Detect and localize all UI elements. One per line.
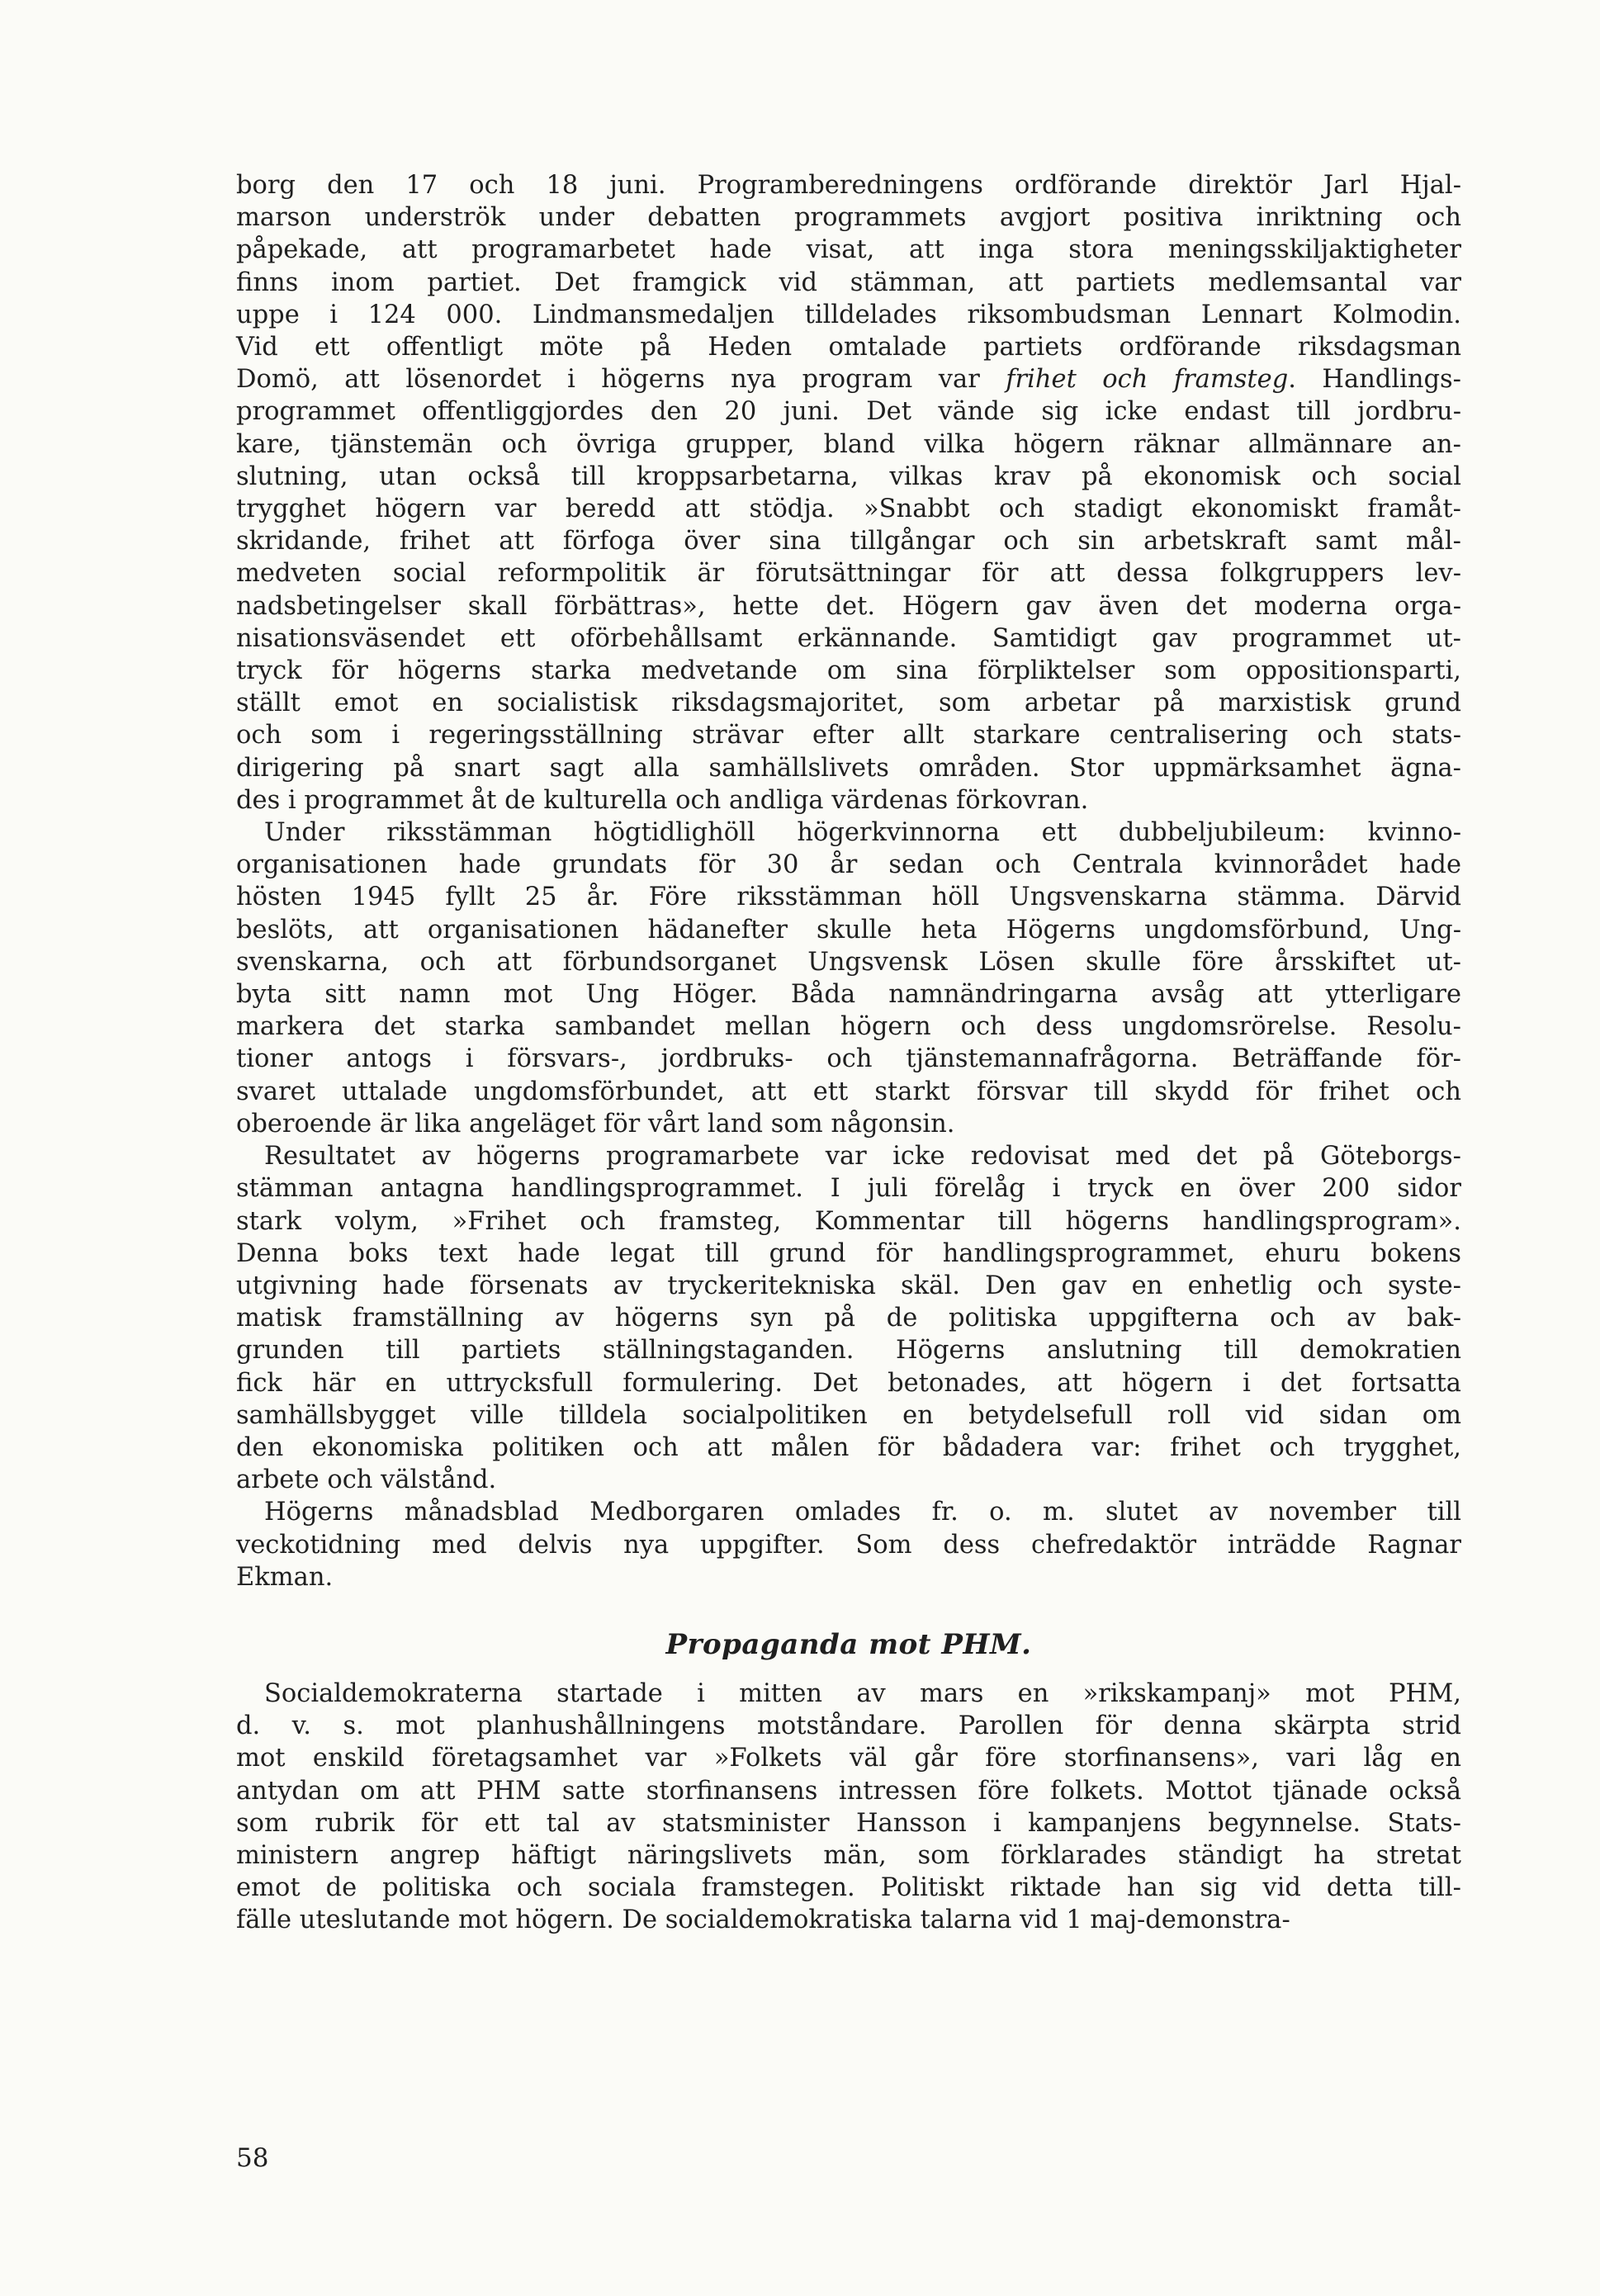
text-line: Domö, att lösenordet i högerns nya program var frihet och framsteg. Handlings- [236,365,1461,395]
text-line: emot de politiska och sociala framstegen. Politiskt riktade han sig vid detta till- [236,1873,1461,1903]
text-line: och som i regeringsställning strävar efter allt starkare centralisering och stats- [236,721,1461,750]
text-line: svaret uttalade ungdomsförbundet, att ett starkt försvar till skydd för frihet och [236,1077,1461,1106]
text-line: Vid ett offentligt möte på Heden omtalade partiets ordförande riksdagsman [236,333,1461,362]
text-line: uppe i 124 000. Lindmansmedaljen tilldelades riksombudsman Lennart Kolmodin. [236,300,1461,329]
italic-phrase: frihet och framsteg [1006,365,1289,395]
text-line: finns inom partiet. Det framgick vid stämman, att partiets medlemsantal var [236,267,1461,297]
text-line: nisationsväsendet ett oförbehållsamt erkännande. Samtidigt gav programmet ut- [236,623,1461,653]
paragraph [236,817,1461,1140]
text-line: som rubrik för ett tal av statsminister Hansson i kampanjens begynnelse. Stats- [236,1808,1461,1838]
text-line: Socialdemokraterna startade i mitten av mars en »rikskampanj» mot PHM, [264,1679,1461,1708]
text-line: dirigering på snart sagt alla samhällslivets områden. Stor uppmärksamhet ägna- [236,753,1461,783]
text-line: arbete och välstånd. [236,1465,497,1495]
body-text-section-1 [236,169,1461,1593]
paragraph [236,1140,1461,1496]
text-line: kare, tjänstemän och övriga grupper, bland vilka högern räknar allmännare an- [236,429,1461,459]
body-text-section-2 [236,1678,1461,1937]
text-line: Ekman. [236,1562,334,1592]
text-line: slutning, utan också till kroppsarbetarna, vilkas krav på ekonomisk och social [236,462,1461,491]
paragraph [236,1678,1461,1937]
text-line: Denna boks text hade legat till grund för handlingsprogrammet, ehuru bokens [236,1238,1461,1268]
text-line: skridande, frihet att förfoga över sina tillgångar och sin arbetskraft samt mål- [236,527,1461,556]
text-line: grunden till partiets ställningstaganden. Högerns anslutning till demokratien [236,1336,1461,1366]
text-line: oberoende är lika angeläget för vårt land som någonsin. [236,1109,955,1139]
paragraph [236,1496,1461,1593]
text-line: Resultatet av högerns programarbete var icke redovisat med det på Göteborgs- [264,1142,1461,1172]
text-line: borg den 17 och 18 juni. Programberedningens ordförande direktör Jarl Hjal- [236,171,1461,200]
text-line: ministern angrep häftigt näringslivets män, som förklarades ständigt ha stretat [236,1841,1461,1871]
text-line: nadsbetingelser skall förbättras», hette det. Högern gav även det moderna orga- [236,591,1461,621]
text-line: Under riksstämman högtidlighöll högerkvinnorna ett dubbeljubileum: kvinno- [264,818,1461,848]
text-line: marson underströk under debatten programmets avgjort positiva inriktning och [236,203,1461,233]
text-line: mot enskild företagsamhet var »Folkets väl går före storfinansens», vari låg en [236,1744,1461,1773]
text-line: ställt emot en socialistisk riksdagsmajoritet, som arbetar på marxistisk grund [236,689,1461,718]
text-line: byta sitt namn mot Ung Höger. Båda namnändringarna avsåg att ytterligare [236,980,1461,1010]
text-line: organisationen hade grundats för 30 år sedan och Centrala kvinnorådet hade [236,850,1461,880]
text-line: des i programmet åt de kulturella och andliga värdenas förkovran. [236,785,1089,815]
text-line: tioner antogs i försvars-, jordbruks- och tjänstemannafrågorna. Beträffande för- [236,1044,1461,1074]
text-line: tryck för högerns starka medvetande om sina förpliktelser som oppositionsparti, [236,656,1461,686]
text-line: fick här en uttrycksfull formulering. Det betonades, att högern i det fortsatta [236,1368,1461,1398]
text-line: beslöts, att organisationen hädanefter skulle heta Högerns ungdomsförbund, Ung- [236,915,1461,944]
text-line: veckotidning med delvis nya uppgifter. Som dess chefredaktör inträdde Ragnar [236,1530,1461,1560]
text-line: trygghet högern var beredd att stödja. »Snabbt och stadigt ekonomiskt framåt- [236,495,1461,524]
text-line: fälle uteslutande mot högern. De socialdemokratiska talarna vid 1 maj-demonstra- [236,1905,1290,1935]
text-line: d. v. s. mot planhushållningens motståndare. Parollen för denna skärpta strid [236,1711,1461,1741]
paragraph [236,169,1461,817]
text-line: utgivning hade försenats av tryckeritekniska skäl. Den gav en enhetlig och syste- [236,1271,1461,1300]
text-line: stämman antagna handlingsprogrammet. I juli förelåg i tryck en över 200 sidor [236,1174,1461,1204]
text-line: påpekade, att programarbetet hade visat, att inga stora meningsskiljaktigheter [236,235,1461,265]
text-line: antydan om att PHM satte storfinansens intressen före folkets. Mottot tjänade också [236,1776,1461,1806]
text-line: hösten 1945 fyllt 25 år. Före riksstämman höll Ungsvenskarna stämma. Därvid [236,883,1461,912]
text-line: samhällsbygget ville tilldela socialpolitiken en betydelsefull roll vid sidan om [236,1400,1461,1430]
text-line: Högerns månadsblad Medborgaren omlades fr. o. m. slutet av november till [264,1498,1461,1527]
text-line: stark volym, »Frihet och framsteg, Kommentar till högerns handlingsprogram». [236,1206,1461,1236]
text-line: svenskarna, och att förbundsorganet Ungsvensk Lösen skulle före årsskiftet ut- [236,947,1461,977]
text-line: medveten social reformpolitik är förutsättningar för att dessa folkgruppers lev- [236,559,1461,589]
text-line: markera det starka sambandet mellan högern och dess ungdomsrörelse. Resolu- [236,1012,1461,1042]
text-line: programmet offentliggjordes den 20 juni. Det vände sig icke endast till jordbru- [236,397,1461,427]
text-line: matisk framställning av högerns syn på de politiska uppgifterna och av bak- [236,1304,1461,1333]
section-heading: Propaganda mot PHM. [665,1628,1032,1661]
page-number: 58 [236,2143,269,2173]
text-line: den ekonomiska politiken och att målen för bådadera var: frihet och trygghet, [236,1432,1461,1462]
